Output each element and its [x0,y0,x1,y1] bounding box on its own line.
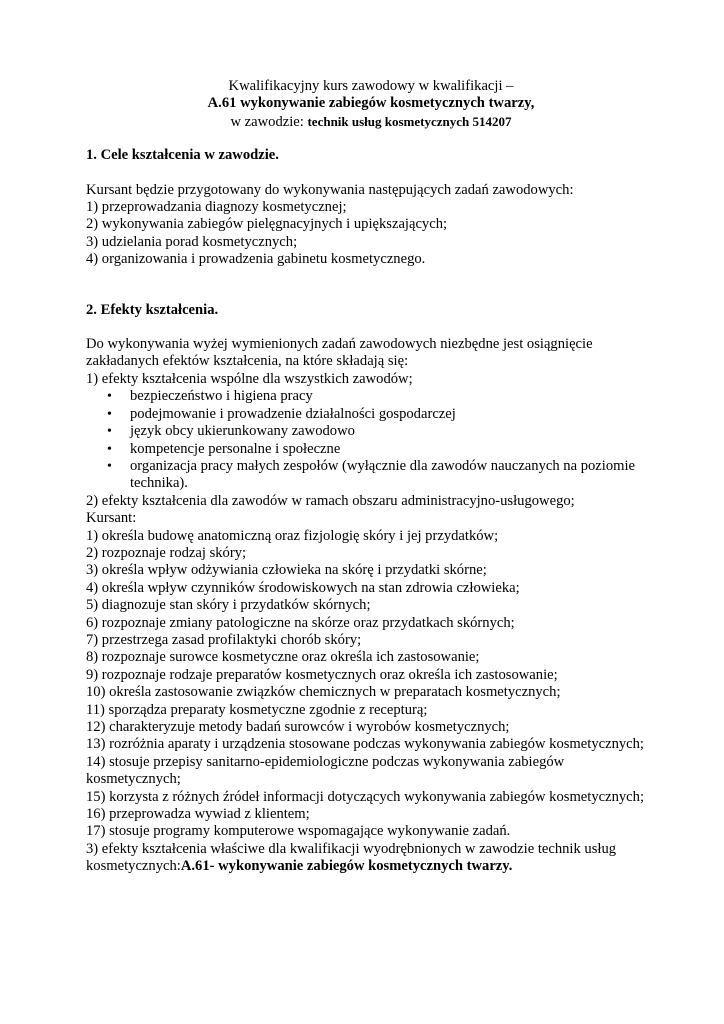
bullet-item: • bezpieczeństwo i higiena pracy [107,388,313,405]
bullet-item: • organizacja pracy małych zespołów (wyłącznie dla zawodów nauczanych na poziomie technika). [107,457,636,492]
section-2-intro: Do wykonywania wyżej wymienionych zadań zawodowych niezbędne jest osiągnięcie zakładanych efektów kształcenia, na które składają się: [86,336,593,370]
list-item: 3) określa wpływ odżywiania człowieka na skórę i przydatki skórne; [86,562,487,579]
kursant-label: Kursant: [86,510,137,527]
document-page [86,78,656,876]
list-item: 12) charakteryzuje metody badań surowców i wyrobów kosmetycznych; [86,719,510,735]
bullet-item: • podejmowanie i prowadzenie działalności gospodarczej [107,405,456,422]
bullet-icon: • [107,406,112,422]
section-1-title: 1. Cele kształcenia w zawodzie. [86,147,279,164]
list-item: 5) diagnozuje stan skóry i przydatków skórnych; [86,597,371,614]
bullet-icon: • [107,424,112,440]
header-line-3 [86,113,656,131]
list-item: 16) przeprowadza wywiad z klientem; [86,806,310,823]
qualification-title: A.61 wykonywanie zabiegów kosmetycznych twarzy, [207,95,535,112]
list-item: 11) sporządza preparaty kosmetyczne zgodnie z recepturą; [86,701,428,718]
list-item: 2) rozpoznaje rodzaj skóry; [86,544,247,561]
outcomes-list [86,528,656,841]
list-item: 17) stosuje programy komputerowe wspomagające wykonywanie zadań. [86,823,511,840]
area-outcomes-heading: 2) efekty kształcenia dla zawodów w ramach obszaru administracyjno-usługowego; [86,492,575,509]
list-item: 15) korzysta z różnych źródeł informacji dotyczących wykonywania zabiegów kosmetycznych; [86,788,644,805]
bullet-item: • język obcy ukierunkowany zawodowo [107,423,355,440]
list-item: 8) rozpoznaje surowce kosmetyczne oraz określa ich zastosowanie; [86,649,480,666]
list-item: 2) wykonywania zabiegów pielęgnacyjnych i upiększających; [86,216,448,233]
list-item: 14) stosuje przepisy sanitarno-epidemiologiczne podczas wykonywania zabiegów kosmetycznych; [86,753,565,788]
list-item: 3) udzielania porad kosmetycznych; [86,233,298,250]
list-item: 4) określa wpływ czynników środowiskowych na stan zdrowia człowieka; [86,579,520,596]
profession-name: technik usług kosmetycznych 514207 [307,113,512,129]
list-item: 6) rozpoznaje zmiany patologiczne na skórze oraz przydatkach skórnych; [86,614,515,631]
document-header [86,78,656,131]
common-outcomes-heading: 1) efekty kształcenia wspólne dla wszystkich zawodów; [86,370,413,387]
specific-qualification: A.61- wykonywanie zabiegów kosmetycznych twarzy. [180,858,513,875]
bullet-icon: • [107,389,112,405]
bullet-item: • kompetencje personalne i społeczne [107,440,341,457]
list-item: 7) przestrzega zasad profilaktyki chorób skóry; [86,631,362,648]
list-item: 4) organizowania i prowadzenia gabinetu kosmetycznego. [86,251,426,268]
specific-outcomes-heading: 3) efekty kształcenia właściwe dla kwalifikacji wyodrębnionych w zawodzie technik usług kosmetycznych:A.61- wykonywanie zabiegów kosmetycznych twarzy. [86,840,617,875]
list-item: 13) rozróżnia aparaty i urządzenia stosowane podczas wykonywania zabiegów kosmetycznych; [86,736,644,753]
section-1-intro: Kursant będzie przygotowany do wykonywania następujących zadań zawodowych: [86,181,574,198]
section-2-title: 2. Efekty kształcenia. [86,301,219,318]
list-item: 1) przeprowadzania diagnozy kosmetycznej; [86,199,347,216]
header-line-1: Kwalifikacyjny kurs zawodowy w kwalifikacji – [228,78,514,94]
section-1-list [86,199,656,269]
bullet-icon: • [107,458,112,474]
profession-prefix: w zawodzie: [230,113,308,130]
list-item: 1) określa budowę anatomiczną oraz fizjologię skóry i jej przydatków; [86,527,499,544]
common-outcomes-list [86,388,656,492]
list-item: 10) określa zastosowanie związków chemicznych w preparatach kosmetycznych; [86,684,561,701]
bullet-icon: • [107,441,112,457]
list-item: 9) rozpoznaje rodzaje preparatów kosmetycznych oraz określa ich zastosowanie; [86,666,558,683]
